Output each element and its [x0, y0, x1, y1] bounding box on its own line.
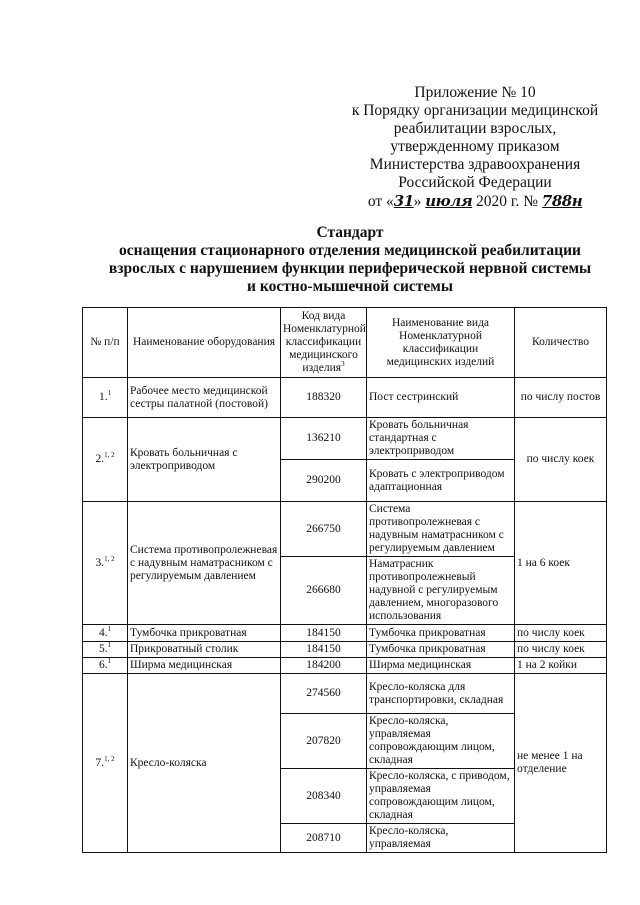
- row-quantity: по числу коек: [515, 418, 607, 502]
- row-nomenclature: Кресло-коляска для транспортировки, складная: [367, 674, 515, 714]
- row-num-text: 6.: [98, 659, 108, 671]
- header-code-footnote: 3: [341, 360, 345, 369]
- row-code: 266680: [281, 557, 367, 625]
- row-quantity: 1 на 2 койки: [515, 658, 607, 674]
- header-code: [281, 308, 367, 378]
- row-equipment-name: Кресло-коляска: [128, 674, 281, 853]
- appendix-line: утвержденному приказом: [390, 138, 560, 155]
- row-code: 208710: [281, 824, 367, 853]
- row-footnote: 1: [107, 389, 112, 398]
- header-num: № п/п: [83, 308, 128, 378]
- row-nomenclature: Тумбочка прикроватная: [367, 642, 515, 658]
- row-footnote: 1, 2: [104, 451, 115, 460]
- row-num: [83, 625, 128, 642]
- title-line: и костно-мышечной системы: [247, 278, 453, 295]
- row-code: 274560: [281, 674, 367, 714]
- row-equipment-name: Рабочее место медицинской сестры палатной (постовой): [128, 378, 281, 418]
- row-quantity: 1 на 6 коек: [515, 502, 607, 625]
- row-nomenclature: Кровать больничная стандартная с электроприводом: [367, 418, 515, 460]
- row-quantity: по числу коек: [515, 642, 607, 658]
- row-footnote: 1: [107, 624, 112, 633]
- row-code: 207820: [281, 714, 367, 769]
- appendix-line: Приложение № 10: [414, 84, 536, 101]
- table-row: [83, 674, 607, 714]
- row-num: [83, 674, 128, 853]
- table-header-row: [83, 308, 607, 378]
- title-line: взрослых с нарушением функции периферической нервной системы: [108, 260, 592, 277]
- row-equipment-name: Кровать больничная с электроприводом: [128, 418, 281, 502]
- row-num-text: 5.: [98, 643, 108, 655]
- row-nomenclature: Система противопролежневая с надувным наматрасником с регулируемым давлением: [367, 502, 515, 557]
- row-code: 188320: [281, 378, 367, 418]
- row-footnote: 1, 2: [104, 754, 115, 763]
- header-quantity: Количество: [515, 308, 607, 378]
- appendix-header: [330, 84, 620, 211]
- appendix-line: к Порядку организации медицинской: [351, 102, 599, 119]
- title-line: Стандарт: [316, 224, 384, 241]
- date-prefix: от «: [367, 193, 394, 210]
- row-code: 184200: [281, 658, 367, 674]
- row-num-text: 4.: [98, 626, 108, 639]
- row-nomenclature: Кресло-коляска, с приводом, управляемая сопровождающим лицом, складная: [367, 769, 515, 824]
- row-equipment-name: Система противопролежневая с надувным наматрасником с регулируемым давлением: [128, 502, 281, 625]
- date-separator: »: [413, 193, 426, 210]
- appendix-line: реабилитации взрослых,: [393, 120, 557, 137]
- row-code: 136210: [281, 418, 367, 460]
- row-nomenclature: Кресло-коляска, управляемая: [367, 824, 515, 853]
- row-equipment-name: Прикроватный столик: [128, 642, 281, 658]
- title-line: оснащения стационарного отделения медицинской реабилитации: [119, 242, 581, 259]
- row-num-text: 7.: [95, 756, 105, 769]
- row-footnote: 1: [107, 641, 112, 650]
- row-num: [83, 642, 128, 658]
- equipment-table: [82, 307, 607, 853]
- table-row: [83, 502, 607, 557]
- header-nomenclature: Наименование вида Номенклатурной классификации медицинских изделий: [367, 308, 515, 378]
- row-nomenclature: Тумбочка прикроватная: [367, 625, 515, 642]
- row-num: [83, 502, 128, 625]
- row-code: 290200: [281, 460, 367, 502]
- row-quantity: по числу постов: [515, 378, 607, 418]
- table-row: [83, 625, 607, 642]
- table-row: [83, 378, 607, 418]
- row-equipment-name: Ширма медицинская: [128, 658, 281, 674]
- header-name: Наименование оборудования: [128, 308, 281, 378]
- table-row: [83, 642, 607, 658]
- header-code-text: Код вида Номенклатурной классификации медицинского изделия: [283, 310, 366, 374]
- row-quantity: по числу коек: [515, 625, 607, 642]
- row-num: [83, 378, 128, 418]
- row-code: 208340: [281, 769, 367, 824]
- row-nomenclature: Кресло-коляска, управляемая сопровождающим лицом, складная: [367, 714, 515, 769]
- row-nomenclature: Ширма медицинская: [367, 658, 515, 674]
- row-quantity: не менее 1 на отделение: [515, 674, 607, 853]
- row-nomenclature: Наматрасник противопролежневый надувной с регулируемым давлением, многоразового использования: [367, 557, 515, 625]
- year-text: 2020 г. №: [472, 193, 542, 210]
- appendix-line: Министерства здравоохранения: [369, 156, 581, 173]
- row-num-text: 1.: [98, 391, 108, 403]
- row-footnote: 1, 2: [104, 554, 115, 563]
- order-date-line: [330, 192, 620, 211]
- row-num-text: 2.: [95, 453, 105, 465]
- table-row: [83, 658, 607, 674]
- handwritten-month: июля: [425, 192, 473, 210]
- row-num: [83, 418, 128, 502]
- row-nomenclature: Кровать с электроприводом адаптационная: [367, 460, 515, 502]
- row-code: 184150: [281, 642, 367, 658]
- row-nomenclature: Пост сестринский: [367, 378, 515, 418]
- row-equipment-name: Тумбочка прикроватная: [128, 625, 281, 642]
- row-footnote: 1: [107, 657, 112, 666]
- appendix-line: Российской Федерации: [398, 174, 552, 191]
- row-num-text: 3.: [95, 556, 105, 569]
- row-num: [83, 658, 128, 674]
- table-row: [83, 418, 607, 460]
- handwritten-order-number: 788н: [541, 192, 583, 210]
- row-code: 184150: [281, 625, 367, 642]
- row-code: 266750: [281, 502, 367, 557]
- handwritten-day: 31: [393, 192, 414, 210]
- document-title: [60, 224, 640, 296]
